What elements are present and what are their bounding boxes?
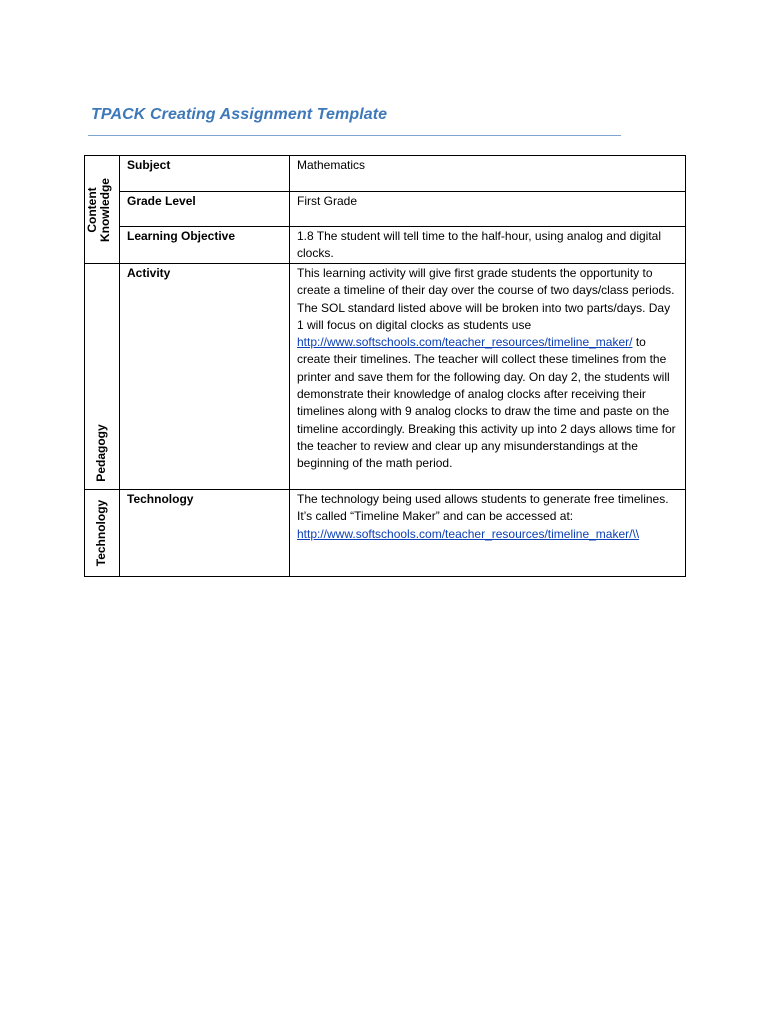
section-label-content-knowledge	[86, 160, 118, 260]
learning-objective-value: 1.8 The student will tell time to the half-hour, using analog and digital clocks.	[290, 227, 686, 264]
section-label-pedagogy: Pedagogy	[94, 424, 108, 482]
table-row-activity	[85, 264, 686, 490]
tpack-table	[84, 155, 686, 577]
title-underline	[88, 135, 621, 136]
subject-label: Subject	[120, 156, 290, 192]
section-pedagogy	[85, 264, 120, 490]
section-label-content: Content	[85, 187, 99, 233]
table-row-learning-objective	[85, 227, 686, 264]
technology-text: The technology being used allows students to generate free timelines. It’s called “Timeline Maker” and can be accessed at:	[297, 492, 669, 524]
grade-level-label: Grade Level	[120, 192, 290, 227]
technology-value	[290, 490, 686, 577]
activity-value	[290, 264, 686, 490]
table-row-subject	[85, 156, 686, 192]
section-label-knowledge: Knowledge	[98, 178, 112, 243]
subject-value: Mathematics	[290, 156, 686, 192]
activity-timeline-maker-link[interactable]: http://www.softschools.com/teacher_resources/timeline_maker/	[297, 335, 633, 350]
section-technology	[85, 490, 120, 577]
activity-label: Activity	[120, 264, 290, 490]
technology-label: Technology	[120, 490, 290, 577]
document-title: TPACK Creating Assignment Template	[91, 106, 388, 123]
learning-objective-label: Learning Objective	[120, 227, 290, 264]
section-label-technology: Technology	[94, 499, 108, 567]
activity-text-intro: This learning activity will give first grade students the opportunity to create a timeline of their day over the course of two days/class periods. The SOL standard listed above will be broken into two parts/days. Day 1 will focus on digital clocks as students use	[297, 266, 675, 332]
grade-level-value: First Grade	[290, 192, 686, 227]
table-row-grade-level	[85, 192, 686, 227]
activity-text-details: to create their timelines. The teacher will collect these timelines from the printer and save them for the following day. On day 2, the students will demonstrate their knowledge of analog clocks after receiving their timelines along with 9 analog clocks to draw the time and paste on the timeline accordingly. Breaking this activity up into 2 days allows time for the teacher to review and clear up any misunderstandings at the beginning of the math period.	[297, 335, 676, 471]
section-content-knowledge	[85, 156, 120, 264]
table-row-technology	[85, 490, 686, 577]
technology-timeline-maker-link[interactable]: http://www.softschools.com/teacher_resources/timeline_maker/\\	[297, 526, 640, 541]
